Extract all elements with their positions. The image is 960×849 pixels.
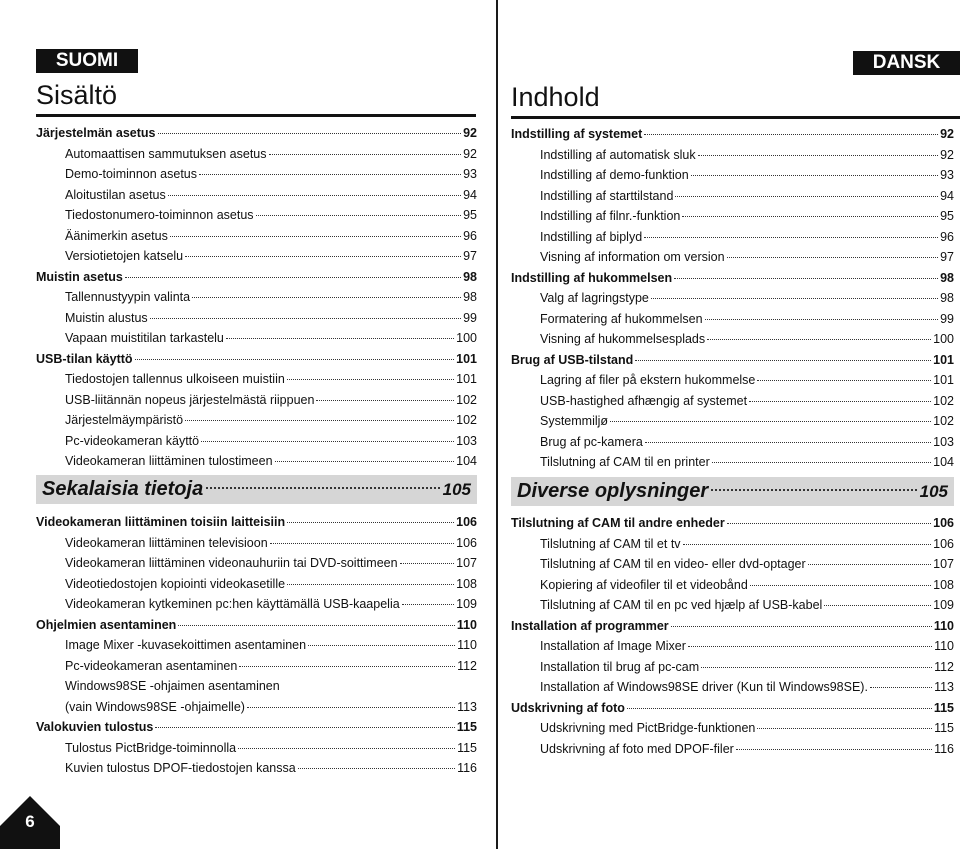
toc-leader-dots xyxy=(757,728,932,729)
toc-entry-text: Muistin asetus xyxy=(36,269,123,284)
toc-item-entry[interactable] xyxy=(511,145,954,166)
toc-item-entry[interactable] xyxy=(36,697,477,718)
toc-leader-dots xyxy=(749,401,931,402)
toc-page-number: 102 xyxy=(933,414,954,428)
page-title-da: Indhold xyxy=(511,82,600,112)
toc-page-number: 113 xyxy=(457,699,477,714)
toc-leader-dots xyxy=(736,749,932,750)
toc-page-number: 92 xyxy=(463,146,477,161)
toc-page-number: 92 xyxy=(940,147,954,162)
toc-leader-dots xyxy=(135,359,455,360)
toc-entry-text: Tiedostojen tallennus ulkoiseen muistiin xyxy=(65,372,285,386)
toc-page-number: 100 xyxy=(933,332,954,346)
toc-item-entry[interactable] xyxy=(36,164,477,185)
toc-leader-dots xyxy=(698,155,938,156)
toc-item-entry[interactable] xyxy=(511,718,954,739)
section-page-da: 105 xyxy=(919,482,948,501)
toc-leader-dots xyxy=(671,626,932,627)
toc-page-number: 101 xyxy=(933,373,954,387)
language-badge-da: DANSK xyxy=(853,51,960,75)
toc-page-number: 92 xyxy=(463,126,477,140)
toc-leader-dots xyxy=(269,154,462,155)
toc-page-number: 112 xyxy=(934,659,954,674)
toc-entry-text: Pc-videokameran käyttö xyxy=(65,433,200,448)
toc-page-number: 110 xyxy=(457,638,477,652)
toc-leader-dots xyxy=(645,442,931,443)
toc-leader-dots xyxy=(627,708,932,709)
toc-leader-dots xyxy=(870,687,932,688)
toc-entry-text: Videokameran kytkeminen pc:hen käyttämällä USB-kaapelia xyxy=(65,597,400,611)
toc-item-entry[interactable] xyxy=(511,288,954,309)
toc-leader-dots xyxy=(610,421,931,422)
toc-leader-dots xyxy=(275,461,455,462)
toc-leader-dots xyxy=(727,257,939,258)
toc-entry-text: Automaattisen sammutuksen asetus xyxy=(65,146,267,161)
toc-leader-dots xyxy=(400,563,455,564)
toc-page-number: 93 xyxy=(940,168,954,182)
toc-page-number: 92 xyxy=(940,127,954,141)
toc-entry-text: Tilslutning af CAM til et tv xyxy=(540,536,681,551)
toc-page-number: 94 xyxy=(940,188,954,203)
toc-page-number: 98 xyxy=(940,270,954,285)
toc-page-number: 98 xyxy=(463,290,477,304)
toc-leader-dots xyxy=(675,196,938,197)
toc-leader-dots xyxy=(150,318,461,319)
toc-leader-dots xyxy=(683,544,932,545)
toc-entry-text: Pc-videokameran asentaminen xyxy=(65,658,238,673)
toc-leader-dots xyxy=(402,604,454,605)
toc-page-number: 107 xyxy=(456,556,477,570)
toc-page-number: 115 xyxy=(933,700,954,715)
toc-entry-text: Image Mixer -kuvasekoittimen asentaminen xyxy=(65,638,307,652)
toc-item-entry[interactable] xyxy=(511,657,954,678)
toc-item-entry[interactable] xyxy=(511,165,954,186)
toc-leader-dots xyxy=(651,298,938,299)
toc-entry-text: Videokameran liittäminen tulostimeen xyxy=(65,454,273,468)
toc-item-entry[interactable] xyxy=(511,739,954,760)
toc-item-entry[interactable] xyxy=(511,534,954,555)
page-title-fi: Sisältö xyxy=(36,80,118,110)
toc-page-number: 116 xyxy=(934,741,954,756)
toc-entry-text: Systemmiljø xyxy=(540,414,609,428)
toc-entry-text: Videokameran liittäminen televisioon xyxy=(65,535,268,550)
section-leader-da xyxy=(711,489,916,491)
toc-item-entry[interactable] xyxy=(36,308,477,329)
toc-leader-dots xyxy=(757,380,931,381)
toc-item-entry[interactable] xyxy=(511,227,954,248)
toc-chapter-entry[interactable] xyxy=(511,350,954,371)
toc-entry-text: Indstilling af biplyd xyxy=(540,229,643,244)
toc-item-entry[interactable] xyxy=(36,226,477,247)
toc-page-number: 113 xyxy=(934,680,954,694)
toc-entry-text: Muistin alustus xyxy=(65,310,148,325)
toc-item-entry[interactable] xyxy=(511,309,954,330)
toc-leader-dots xyxy=(707,339,931,340)
toc-leader-dots xyxy=(125,277,461,278)
toc-entry-text: Kopiering af videofiler til et videobånd xyxy=(540,577,748,592)
toc-chapter-entry[interactable] xyxy=(511,698,954,719)
toc-page-number: 115 xyxy=(457,740,477,755)
toc-entry-text: Järjestelmäympäristö xyxy=(65,413,184,427)
toc-item-entry[interactable] xyxy=(511,595,954,616)
toc-leader-dots xyxy=(635,360,931,361)
toc-page-number: 110 xyxy=(934,639,954,653)
toc-entry-text: Tallennustyypin valinta xyxy=(65,290,191,304)
toc-leader-dots xyxy=(226,338,454,339)
toc-leader-dots xyxy=(247,707,455,708)
toc-item-entry[interactable] xyxy=(36,738,477,759)
toc-page-number: 109 xyxy=(456,597,477,611)
toc-page-number: 108 xyxy=(456,576,477,591)
toc-leader-dots xyxy=(316,400,454,401)
toc-entry-text: USB-hastighed afhængig af systemet xyxy=(540,393,748,408)
toc-leader-dots xyxy=(824,605,931,606)
toc-item-entry[interactable] xyxy=(511,186,954,207)
toc-entry-text: Udskrivning af foto med DPOF-filer xyxy=(540,741,734,756)
toc-leader-dots xyxy=(201,441,454,442)
toc-chapter-entry[interactable] xyxy=(36,123,477,144)
language-badge-fi: SUOMI xyxy=(36,49,138,73)
toc-page-number: 98 xyxy=(940,291,954,305)
toc-page-number: 95 xyxy=(463,208,477,222)
toc-page-number: 110 xyxy=(933,618,954,633)
toc-entry-text: Udskrivning med PictBridge-funktionen xyxy=(540,721,756,735)
toc-entry-text: Tulostus PictBridge-toiminnolla xyxy=(65,740,237,755)
toc-entry-text: Videokameran liittäminen toisiin laitteisiin xyxy=(36,515,286,529)
toc-leader-dots xyxy=(644,134,938,135)
toc-page-number: 104 xyxy=(456,454,477,468)
toc-item-entry[interactable] xyxy=(511,370,954,391)
toc-page-number: 112 xyxy=(457,658,477,673)
toc-page-number: 96 xyxy=(940,229,954,244)
toc-entry-text: Valokuvien tulostus xyxy=(36,720,154,734)
toc-entry-text: Installation af Windows98SE driver (Kun til Windows98SE). xyxy=(540,680,868,694)
toc-item-entry[interactable] xyxy=(511,677,954,698)
toc-item-entry[interactable] xyxy=(36,676,477,697)
toc-entry-text: USB-liitännän nopeus järjestelmästä riippuen xyxy=(65,392,315,407)
toc-page-number: 95 xyxy=(940,209,954,223)
toc-page-number: 107 xyxy=(933,557,954,571)
toc-item-entry[interactable] xyxy=(36,451,477,472)
toc-entry-text: Ohjelmien asentaminen xyxy=(36,617,177,632)
toc-entry-text: Tilslutning af CAM til en printer xyxy=(540,455,710,469)
toc-leader-dots xyxy=(287,379,454,380)
toc-entry-text: Järjestelmän asetus xyxy=(36,126,156,140)
toc-chapter-entry[interactable] xyxy=(36,512,477,533)
toc-entry-text: Indstilling af starttilstand xyxy=(540,188,674,203)
toc-chapter-entry[interactable] xyxy=(36,717,477,738)
toc-leader-dots xyxy=(682,216,938,217)
toc-item-entry[interactable] xyxy=(36,369,477,390)
toc-item-entry[interactable] xyxy=(36,553,477,574)
toc-leader-dots xyxy=(185,256,461,257)
toc-page-number: 104 xyxy=(933,455,954,469)
toc-page-number: 110 xyxy=(456,617,477,632)
toc-item-entry[interactable] xyxy=(511,391,954,412)
toc-entry-text: Versiotietojen katselu xyxy=(65,249,184,263)
toc-leader-dots xyxy=(674,278,938,279)
toc-item-entry[interactable] xyxy=(511,554,954,575)
toc-entry-text: Installation til brug af pc-cam xyxy=(540,659,700,674)
toc-page-number: 99 xyxy=(463,310,477,325)
toc-da-part1 xyxy=(511,124,954,473)
page-number-tab xyxy=(0,796,60,849)
toc-leader-dots xyxy=(287,522,454,523)
toc-entry-text: Indstilling af systemet xyxy=(511,127,643,141)
toc-page-number: 106 xyxy=(933,516,954,530)
toc-fi-part2 xyxy=(36,512,477,779)
section-leader-fi xyxy=(206,487,439,489)
toc-entry-text: Demo-toiminnon asetus xyxy=(65,167,198,181)
toc-leader-dots xyxy=(705,319,939,320)
toc-chapter-entry[interactable] xyxy=(511,268,954,289)
toc-entry-text: Vapaan muistitilan tarkastelu xyxy=(65,331,224,345)
toc-entry-text: Tilslutning af CAM til en pc ved hjælp af USB-kabel xyxy=(540,598,823,612)
toc-page-number: 106 xyxy=(456,535,477,550)
toc-item-entry[interactable] xyxy=(36,656,477,677)
toc-entry-text: Installation af Image Mixer xyxy=(540,639,686,653)
toc-leader-dots xyxy=(178,625,455,626)
toc-entry-text: Udskrivning af foto xyxy=(511,700,625,715)
toc-item-entry[interactable] xyxy=(36,533,477,554)
toc-entry-text: Visning af hukommelsesplads xyxy=(540,332,706,346)
toc-leader-dots xyxy=(185,420,454,421)
toc-chapter-entry[interactable] xyxy=(511,513,954,534)
toc-entry-text: Indstilling af demo-funktion xyxy=(540,168,689,182)
section-banner-da[interactable] xyxy=(511,477,954,506)
toc-entry-text: Lagring af filer på ekstern hukommelse xyxy=(540,373,756,387)
toc-item-entry[interactable] xyxy=(36,390,477,411)
toc-page-number: 106 xyxy=(456,515,477,529)
toc-leader-dots xyxy=(192,297,461,298)
toc-page-number: 103 xyxy=(456,433,477,448)
toc-item-entry[interactable] xyxy=(36,431,477,452)
toc-entry-text: Brug af USB-tilstand xyxy=(511,352,634,367)
toc-item-entry[interactable] xyxy=(511,452,954,473)
toc-leader-dots xyxy=(712,462,931,463)
column-divider xyxy=(496,0,498,849)
toc-item-entry[interactable] xyxy=(511,636,954,657)
toc-entry-text: Brug af pc-kamera xyxy=(540,434,643,449)
toc-leader-dots xyxy=(298,768,455,769)
toc-page-number: 99 xyxy=(940,311,954,326)
toc-page-number: 102 xyxy=(456,413,477,427)
toc-leader-dots xyxy=(155,727,454,728)
toc-item-entry[interactable] xyxy=(36,758,477,779)
toc-leader-dots xyxy=(287,584,454,585)
toc-item-entry[interactable] xyxy=(511,329,954,350)
toc-entry-text: Aloitustilan asetus xyxy=(65,187,166,202)
toc-entry-text: (vain Windows98SE -ohjaimelle) xyxy=(65,699,245,714)
toc-leader-dots xyxy=(750,585,931,586)
toc-page-number: 102 xyxy=(933,393,954,408)
toc-entry-text: Kuvien tulostus DPOF-tiedostojen kanssa xyxy=(65,761,296,775)
toc-item-entry[interactable] xyxy=(36,144,477,165)
toc-leader-dots xyxy=(170,236,461,237)
toc-page-number: 106 xyxy=(933,536,954,551)
section-title-fi: Sekalaisia tietoja xyxy=(42,478,204,500)
page-number: 6 xyxy=(25,812,35,831)
toc-page-number: 103 xyxy=(933,434,954,449)
toc-page-number: 101 xyxy=(456,372,477,386)
toc-item-entry[interactable] xyxy=(36,287,477,308)
toc-entry-text: Videokameran liittäminen videonauhuriin tai DVD-soittimeen xyxy=(65,556,398,570)
toc-chapter-entry[interactable] xyxy=(36,615,477,636)
toc-page-number: 100 xyxy=(456,331,477,345)
toc-page-number: 101 xyxy=(933,352,954,367)
toc-entry-text: Indstilling af filnr.-funktion xyxy=(540,209,681,223)
toc-page-number: 93 xyxy=(463,167,477,181)
toc-leader-dots xyxy=(644,237,938,238)
toc-chapter-entry[interactable] xyxy=(511,616,954,637)
toc-leader-dots xyxy=(158,133,462,134)
toc-leader-dots xyxy=(308,645,455,646)
toc-item-entry[interactable] xyxy=(511,247,954,268)
toc-entry-text: Indstilling af hukommelsen xyxy=(511,270,673,285)
toc-entry-text: Tilslutning af CAM til en video- eller dvd-optager xyxy=(540,557,806,571)
toc-entry-text: USB-tilan käyttö xyxy=(36,351,133,366)
toc-page-number: 98 xyxy=(463,269,477,284)
toc-leader-dots xyxy=(168,195,461,196)
toc-entry-text: Valg af lagringstype xyxy=(540,291,649,305)
toc-item-entry[interactable] xyxy=(511,432,954,453)
toc-entry-text: Tilslutning af CAM til andre enheder xyxy=(511,516,725,530)
toc-entry-text: Tiedostonumero-toiminnon asetus xyxy=(65,208,254,222)
toc-page-number: 96 xyxy=(463,228,477,243)
toc-fi-part1 xyxy=(36,123,477,472)
toc-entry-text: Visning af information om version xyxy=(540,250,725,264)
toc-entry-text: Installation af programmer xyxy=(511,618,669,633)
toc-entry-text: Videotiedostojen kopiointi videokasetille xyxy=(65,576,286,591)
toc-chapter-entry[interactable] xyxy=(36,267,477,288)
title-rule-da xyxy=(511,116,960,119)
toc-page-number: 101 xyxy=(456,351,477,366)
toc-page-number: 109 xyxy=(933,598,954,612)
toc-entry-text: Indstilling af automatisk sluk xyxy=(540,147,696,162)
toc-item-entry[interactable] xyxy=(36,574,477,595)
toc-page-number: 115 xyxy=(934,721,954,735)
toc-page-number: 116 xyxy=(457,761,477,775)
toc-chapter-entry[interactable] xyxy=(511,124,954,145)
toc-page-number: 108 xyxy=(933,577,954,592)
toc-item-entry[interactable] xyxy=(36,594,477,615)
toc-leader-dots xyxy=(688,646,932,647)
section-page-fi: 105 xyxy=(442,480,471,499)
toc-leader-dots xyxy=(691,175,938,176)
toc-entry-text: Windows98SE -ohjaimen asentaminen xyxy=(65,679,280,693)
toc-chapter-entry[interactable] xyxy=(36,349,477,370)
section-title-da: Diverse oplysninger xyxy=(517,480,709,502)
toc-page-number: 102 xyxy=(456,392,477,407)
section-banner-fi[interactable] xyxy=(36,475,477,504)
toc-page-number: 94 xyxy=(463,187,477,202)
toc-item-entry[interactable] xyxy=(36,328,477,349)
toc-entry-text: Äänimerkin asetus xyxy=(65,228,168,243)
toc-leader-dots xyxy=(199,174,461,175)
toc-item-entry[interactable] xyxy=(36,185,477,206)
toc-item-entry[interactable] xyxy=(511,575,954,596)
toc-item-entry[interactable] xyxy=(511,411,954,432)
toc-item-entry[interactable] xyxy=(36,410,477,431)
toc-leader-dots xyxy=(270,543,454,544)
toc-leader-dots xyxy=(238,748,455,749)
toc-leader-dots xyxy=(701,667,932,668)
toc-item-entry[interactable] xyxy=(36,635,477,656)
toc-leader-dots xyxy=(256,215,462,216)
toc-page-number: 115 xyxy=(456,720,477,734)
toc-leader-dots xyxy=(239,666,455,667)
toc-da-part2 xyxy=(511,513,954,759)
toc-leader-dots xyxy=(727,523,931,524)
toc-item-entry[interactable] xyxy=(511,206,954,227)
toc-item-entry[interactable] xyxy=(36,205,477,226)
toc-item-entry[interactable] xyxy=(36,246,477,267)
toc-entry-text: Formatering af hukommelsen xyxy=(540,311,703,326)
toc-page-number: 97 xyxy=(463,249,477,263)
title-rule-fi xyxy=(36,114,476,117)
toc-page-number: 97 xyxy=(940,250,954,264)
toc-leader-dots xyxy=(808,564,932,565)
